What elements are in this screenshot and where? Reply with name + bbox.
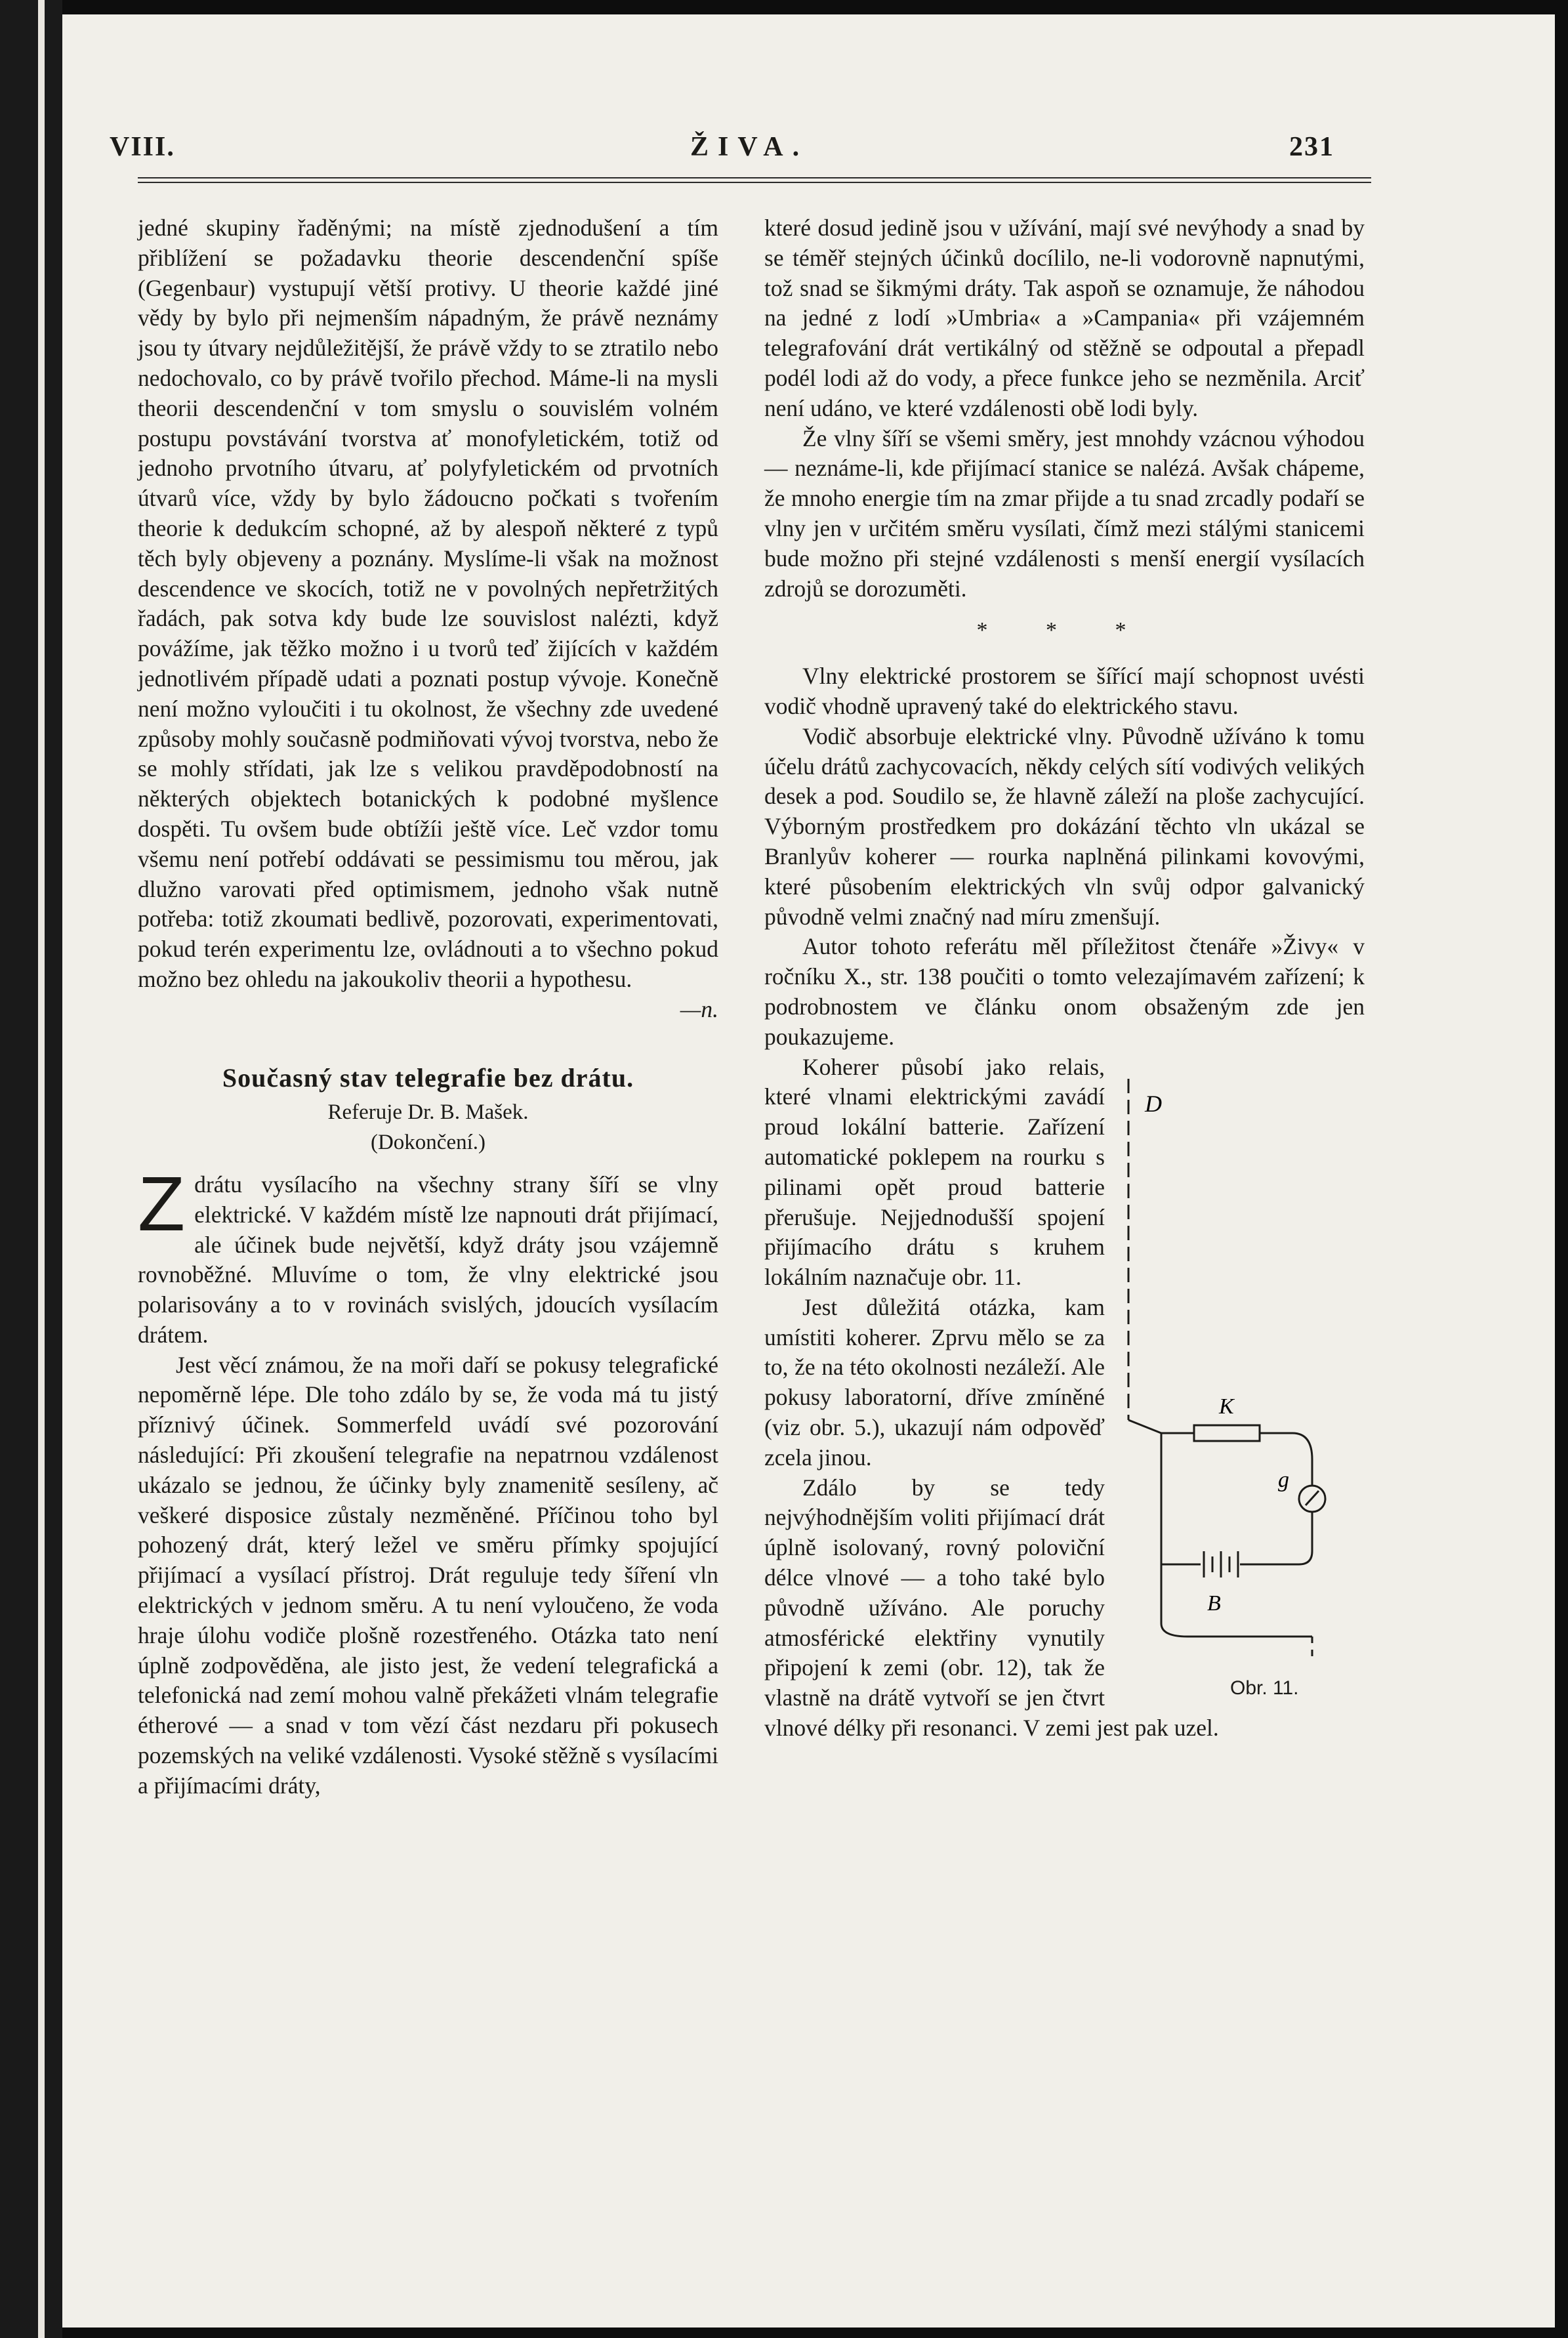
right-paragraph-5: Autor tohoto referátu měl příležitost čtenáře »Živy« v ročníku X., str. 138 poučiti o tomto velezajímavém zařízení; k podrobnostem ve článku onom obsaženým zde jen poukazujeme.	[764, 933, 1365, 1050]
label-b: B	[1207, 1591, 1221, 1616]
left-paragraph-1: jedné skupiny řaděnými; na místě zjednodušení a tím přiblížení se požadavku theorie descendenční spíše (Gegenbaur) vystupují větší protivy. U theorie každé jiné vědy by bylo při nejmenším nápadným, že právě neznámy jsou ty útvary nejdůležitější, že právě vždy to se ztratilo nebo nedochovalo, co by právě tvořilo přechod. Máme-li na mysli theorii descendenční v tom smyslu o souvislém volném postupu povstávání tvorstva ať monofyletickém, totiž od jednoho prvotního útvaru, ať polyfyletickém od prvotních útvarů více, vždy by bylo žádoucno počkati s tvořením theorie k dedukcím schopné, až by alespoň některé z typů těch byly objeveny a poznány. Myslíme-li však na možnost descendence ve skocích, totiž ne v povolných nepřetržitých řadách, pak sotva kdy bude lze souvislost nalézti, když povážíme, jak těžko možno i u tvorů teď žijících v každém jednotlivém případě udati a poznati postup vývoje. Konečně není možno vyloučiti i tu okolnost, že všechny zde uvedené způsoby mohly současně podmiňovati vývoj tvorstva, nebo že se mohly střídati, jak lze s velikou pravděpodobností na některých objektech botanických k podobné myšlence dospěti. Tu ovšem bude obtížíi ještě více. Leč vzdor tomu všemu není potřebí oddávati se pessimismu tou měrou, jak dlužno varovati před optimismem, jednoho však nutně potřeba: totiž zkoumati bedlivě, pozorovati, experimentovati, pokud terén experimentu lze, ovládnouti a to všechno pokud možno bez ohledu na jakoukoliv theorii a hypothesu.	[138, 215, 718, 992]
journal-title: ŽIVA.	[690, 132, 809, 162]
author-signature: —n.	[680, 995, 718, 1022]
right-paragraph-8: Zdálo by se tedy nejvýhodnějším voliti přijímací drát úplně isolovaný, rovný poloviční délce vlnové — a toho také bylo původně užíváno. Ale poruchy atmosférické elektřiny vynutily připojení k zemi (obr. 12), tak že vlastně na drátě vytvoří se jen čtvrt vlnové délky při resonanci. V zemi jest pak uzel.	[764, 1474, 1219, 1742]
right-paragraph-6: Koherer působí jako relais, které vlnami elektrickými zavádí proud lokální batterie. Zařízení automatické poklepem na rourku s pilinami opět proud batterie přerušuje. Nejjednodušší spojení přijímacího drátu s kruhem lokálním naznačuje obr. 11.	[764, 1053, 1105, 1291]
drop-cap: Z	[138, 1160, 186, 1247]
label-k: K	[1219, 1394, 1234, 1419]
coherer-tube	[1194, 1425, 1260, 1441]
left-paragraph-3: Jest věcí známou, že na moři daří se pokusy telegrafické nepoměrně lépe. Dle toho zdálo by se, že voda má tu jistý příznivý účinek. Sommerfeld uvádí své pozorování následující: Při zkoušení telegrafie na nepatrnou vzdálenost ukázalo se jednou, že účinky byly znamenitě sesíleny, ač veškeré disposice zůstaly nezměněné. Příčinou toho byl pohozený drát, který ležel ve směru přímky spojující přijímací a vysílací přístroj. Drát reguluje tedy šíření vln elektrických v jednom směru. A tu není vyloučeno, že voda hraje úlohu vodiče plošně rozestřeného. Otázka tato není úplně zodpověděna, ale jisto jest, že vedení telegrafická a telefonická nad zemí mohou valně překážeti vlnám telegrafie étherové — a snad v tom vězí část nezdaru při pokusech pozemských na veliké vzdálenosti. Vysoké stěžně s vysílacími a přijímacími dráty,	[138, 1351, 718, 1799]
volume-number: VIII.	[110, 132, 175, 162]
right-paragraph-3: Vlny elektrické prostorem se šířící mají schopnost uvésti vodič vhodně upravený také do elektrického stavu.	[764, 663, 1365, 719]
left-column	[138, 213, 718, 1801]
right-column	[764, 213, 1365, 1743]
figure-caption: Obr. 11.	[1230, 1677, 1299, 1699]
header-rule	[138, 177, 1371, 183]
label-d: D	[1145, 1090, 1162, 1117]
wire-curve	[1128, 1420, 1161, 1433]
scan-left-edge	[0, 0, 62, 2338]
right-paragraph-1: které dosud jedině jsou v užívání, mají své nevýhody a snad by se téměř stejných účinků docílilo, ne-li vodorovně napnutými, tož snad se šikmými dráty. Tak aspoň se oznamuje, že náhodou na jedné z lodí »Umbria« a »Campania« při vzájemném telegrafování drát vertikálný od stěžně se odpoutal a přepadl podél lodi až do vody, a přece funkce jeho se nezměnila. Arciť není udáno, ve které vzdálenosti obě lodi byly.	[764, 215, 1365, 421]
figure-11	[1115, 1053, 1365, 1709]
article-byline: Referuje Dr. B. Mašek.	[327, 1100, 529, 1125]
label-g: g	[1278, 1467, 1289, 1492]
right-paragraph-4: Vodič absorbuje elektrické vlny. Původně užíváno k tomu účelu drátů zachycovacích, někdy celých sítí vodivých velikých desek a pod. Soudilo se, že hlavně záleží na ploše zachycující. Výborným prostředkem pro dokázání těchto vln ukázal se Branlyův koherer — rourka naplněná pilinkami kovovými, které působením elektrických vln svůj odpor galvanický původně velmi značný nad míru zmenšují.	[764, 722, 1365, 930]
right-paragraph-2: Že vlny šíří se všemi směry, jest mnohdy vzácnou výhodou — neznáme-li, kde přijímací stanice se nalézá. Avšak chápeme, že mnoho energie tím na zmar přijde a tu snad zrcadly podaří se vlny jen v určitém směru vysílati, čímž mezi stálými stanicemi bude možno při stejné vzdálenosti s menší energií vysílacích zdrojů se dorozuměti.	[764, 425, 1365, 602]
article-title: Současný stav telegrafie bez drátu.	[222, 1062, 634, 1093]
circuit-diagram	[1115, 1053, 1365, 1709]
page-number: 231	[1289, 132, 1334, 162]
right-paragraph-7: Jest důležitá otázka, kam umístiti koherer. Zprvu mělo se za to, že na této okolnosti nezáleží. Ale pokusy laboratorní, dříve zmíněné (viz obr. 5.), ukazují nám odpověď zcela jinou.	[764, 1293, 1105, 1471]
section-separator: * * *	[976, 618, 1153, 643]
left-paragraph-2: drátu vysílacího na všechny strany šíří se vlny elektrické. V každém místě lze napnouti drát přijímací, ale účinek bude největší, když dráty jsou vzájemně rovnoběžné. Mluvíme o tom, že vlny elektrické jsou polarisovány a to v rovinách svislých, jdoucích vysílacím drátem.	[138, 1171, 718, 1348]
article-continuation: (Dokončení.)	[370, 1131, 486, 1155]
ground-wire	[1161, 1564, 1312, 1637]
